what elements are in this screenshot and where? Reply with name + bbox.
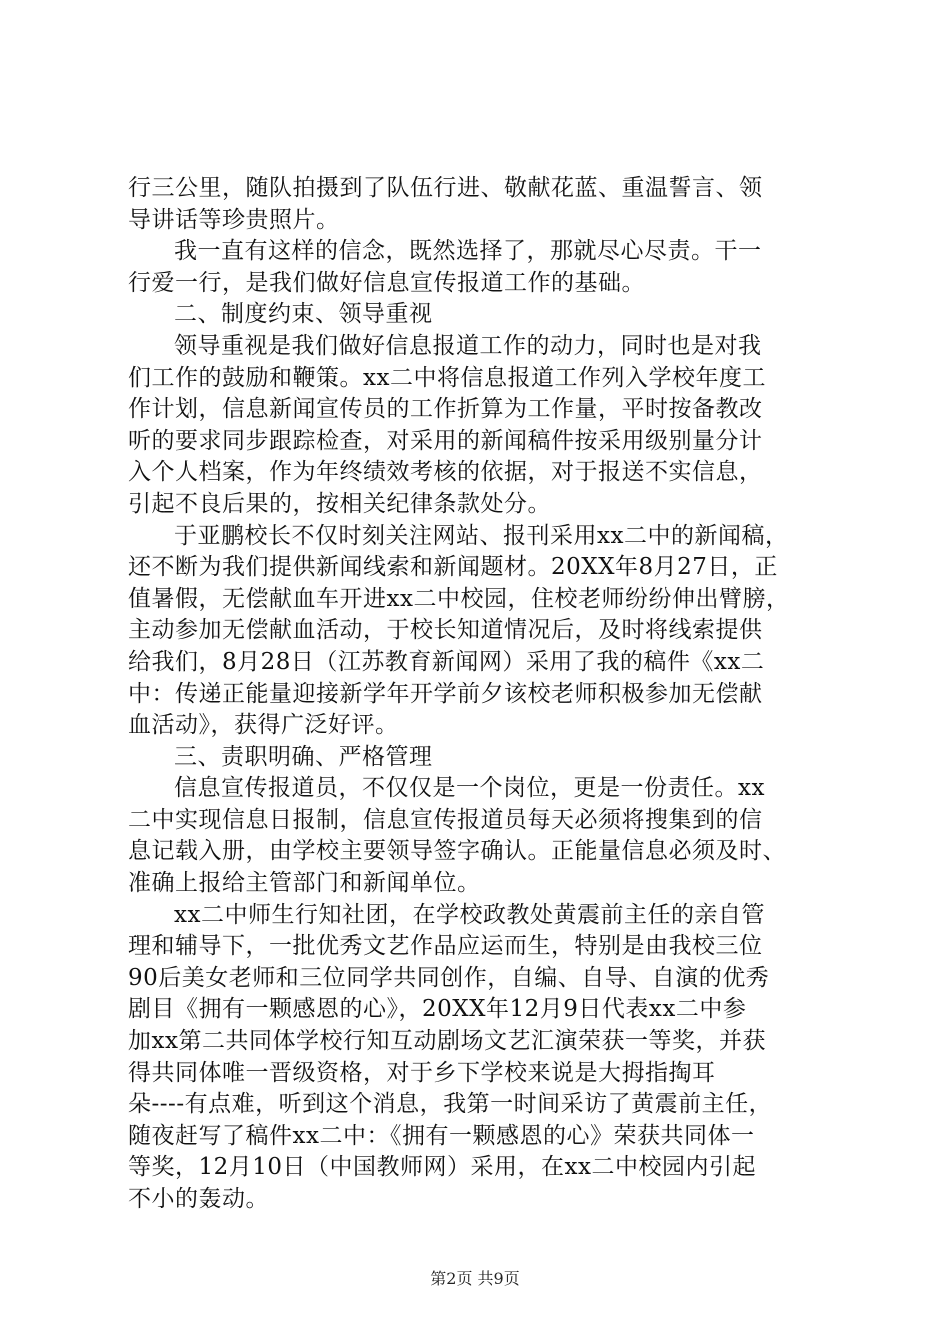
section-heading: 二、制度约束、领导重视 — [174, 301, 433, 328]
paragraph: 于亚鹏校长不仅时刻关注网站、报刊采用xx二中的新闻稿， 还不断为我们提供新闻线索和新闻题材。20XX年8月27日，正 值暑假，无偿献血车开进xx二中校园，住校老师纷纷伸出臂膀， 主动参加无偿献血活动，于校长知道情况后，及时将线索提供 给我们，8月28日（江苏教育新闻网）采用了我的稿件《xx二 中：传递正能量迎接新学年开学前夕该校老师积极参加无偿献 血活动》，获得广泛好评。 — [128, 522, 790, 739]
paragraph: 信息宣传报道员，不仅仅是一个岗位，更是一份责任。xx 二中实现信息日报制，信息宣传报道员每天必须将搜集到的信 息记载入册，由学校主要领导签字确认。正能量信息必须及时、 准确上报给主管部门和新闻单位。 — [128, 775, 786, 897]
paragraph: 领导重视是我们做好信息报道工作的动力，同时也是对我 们工作的鼓励和鞭策。xx二中将信息报道工作列入学校年度工 作计划，信息新闻宣传员的工作折算为工作量，平时按备教改 听的要求同步跟踪检查，对采用的新闻稿件按采用级别量分计 入个人档案，作为年终绩效考核的依据，对于报送不实信息， 引起不良后果的，按相关纪律条款处分。 — [128, 332, 766, 517]
section-heading: 三、责职明确、严格管理 — [174, 743, 433, 770]
paragraph: 行三公里，随队拍摄到了队伍行进、敬献花蓝、重温誓言、领 导讲话等珍贵照片。 — [128, 175, 763, 233]
paragraph: 我一直有这样的信念，既然选择了，那就尽心尽责。干一 行爱一行，是我们做好信息宣传报道工作的基础。 — [128, 238, 762, 296]
paragraph: xx二中师生行知社团，在学校政教处黄震前主任的亲自管 理和辅导下，一批优秀文艺作品应运而生，特别是由我校三位 90后美女老师和三位同学共同创作，自编、自导、自演的优秀 剧目《拥有一颗感恩的心》，20XX年12月9日代表xx二中参 加xx第二共同体学校行知互动剧场文艺汇演荣获一等奖，并获 得共同体唯一晋级资格，对于乡下学校来说是大拇指掏耳 朵----有点难，听到这个消息，我第一时间采访了黄震前主任， 随夜赶写了稿件xx二中：《拥有一颗感恩的心》荣获共同体一 等奖，12月10日（中国教师网）采用，在xx二中校园内引起 不小的轰动。 — [128, 901, 773, 1212]
document-body — [128, 173, 832, 1216]
page-number-footer: 第2页 共9页 — [430, 1269, 520, 1288]
